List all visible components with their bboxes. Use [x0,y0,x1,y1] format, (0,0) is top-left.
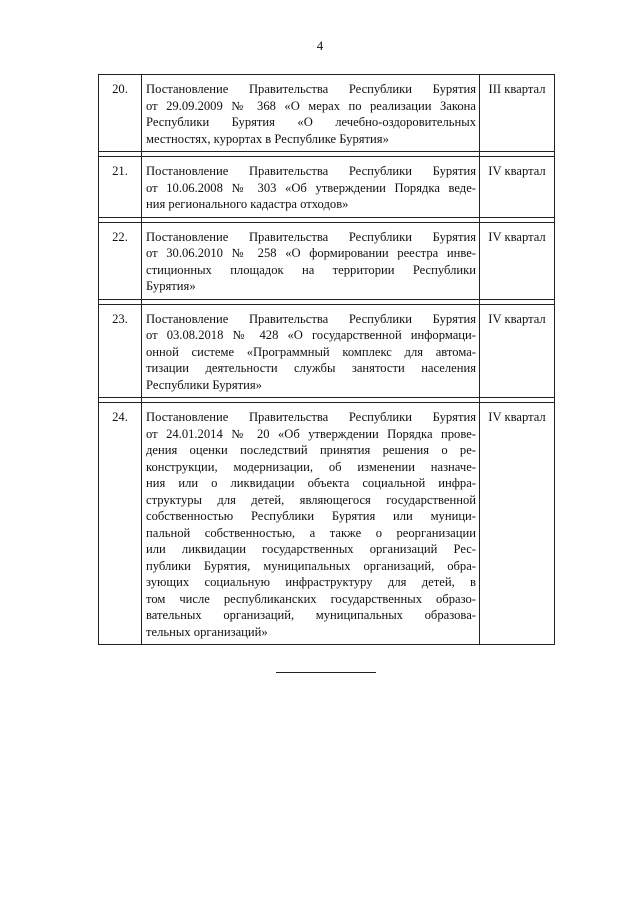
deadline-quarter: III квартал [480,75,555,152]
row-number: 24. [99,403,142,645]
description-line: структуры для детей, являющегося государственной [146,492,476,507]
description-line: Постановление Правительства Республики Бурятия [146,82,476,96]
description-line: зующих социальную инфраструктуру для детей, в [146,575,476,589]
deadline-quarter: IV квартал [480,403,555,645]
description-line: Постановление Правительства Республики Бурятия [146,229,476,244]
description-line: дения оценки последствий принятия решения о ре- [146,443,476,457]
description-line: тельных организаций» [146,624,268,639]
act-description [142,75,480,152]
description-line: собственностью Республики Бурятия или муници- [146,509,476,523]
description-line: вательных организаций, муниципальных образова- [146,608,476,622]
description-line: тизации деятельности службы занятости населения [146,361,476,375]
description-line: Республики Бурятия «О лечебно-оздоровительных [146,115,476,129]
row-number: 23. [99,304,142,398]
description-line: онной системе «Программный комплекс для автома- [146,344,476,359]
table-row [99,403,555,645]
page-number: 4 [316,38,324,53]
act-description [142,157,480,218]
description-line: Республики Бурятия» [146,377,262,392]
description-line: стиционных площадок на территории Республики [146,262,476,277]
description-line: публики Бурятия, муниципальных организаций, обра- [146,558,476,573]
act-description [142,304,480,398]
table-body [99,75,555,645]
table-row [99,222,555,299]
legal-acts-table [98,74,555,645]
act-description [142,222,480,299]
end-of-document-rule [276,672,376,673]
deadline-quarter: IV квартал [480,222,555,299]
description-line: том числе республиканских государственных образо- [146,591,476,606]
description-line: от 10.06.2008 № 303 «Об утверждении Порядка веде- [146,180,476,195]
description-line: от 29.09.2009 № 368 «О мерах по реализации Закона [146,98,476,113]
description-line: от 24.01.2014 № 20 «Об утверждении Порядка прове- [146,426,476,441]
table-row [99,75,555,152]
description-line: местностях, курортах в Республике Бурятия» [146,131,389,146]
description-line: конструкции, модернизации, об изменении назначе- [146,459,476,474]
table-row [99,157,555,218]
description-line: Бурятия» [146,279,196,293]
description-line: или ликвидации государственных организаций Рес- [146,542,476,556]
act-description [142,403,480,645]
description-line: пальной собственностью, а также о реорганизации [146,525,476,540]
row-number: 22. [99,222,142,299]
description-line: Постановление Правительства Республики Бурятия [146,164,476,178]
deadline-quarter: IV квартал [480,157,555,218]
description-line: ния или о ликвидации объекта социальной инфра- [146,476,476,490]
table-row [99,304,555,398]
row-number: 21. [99,157,142,218]
deadline-quarter: IV квартал [480,304,555,398]
description-line: Постановление Правительства Республики Бурятия [146,311,476,326]
description-line: от 30.06.2010 № 258 «О формировании реестра инве- [146,246,476,260]
description-line: Постановление Правительства Республики Бурятия [146,410,476,424]
row-number: 20. [99,75,142,152]
description-line: от 03.08.2018 № 428 «О государственной информаци- [146,328,476,342]
description-line: ния регионального кадастра отходов» [146,197,349,211]
